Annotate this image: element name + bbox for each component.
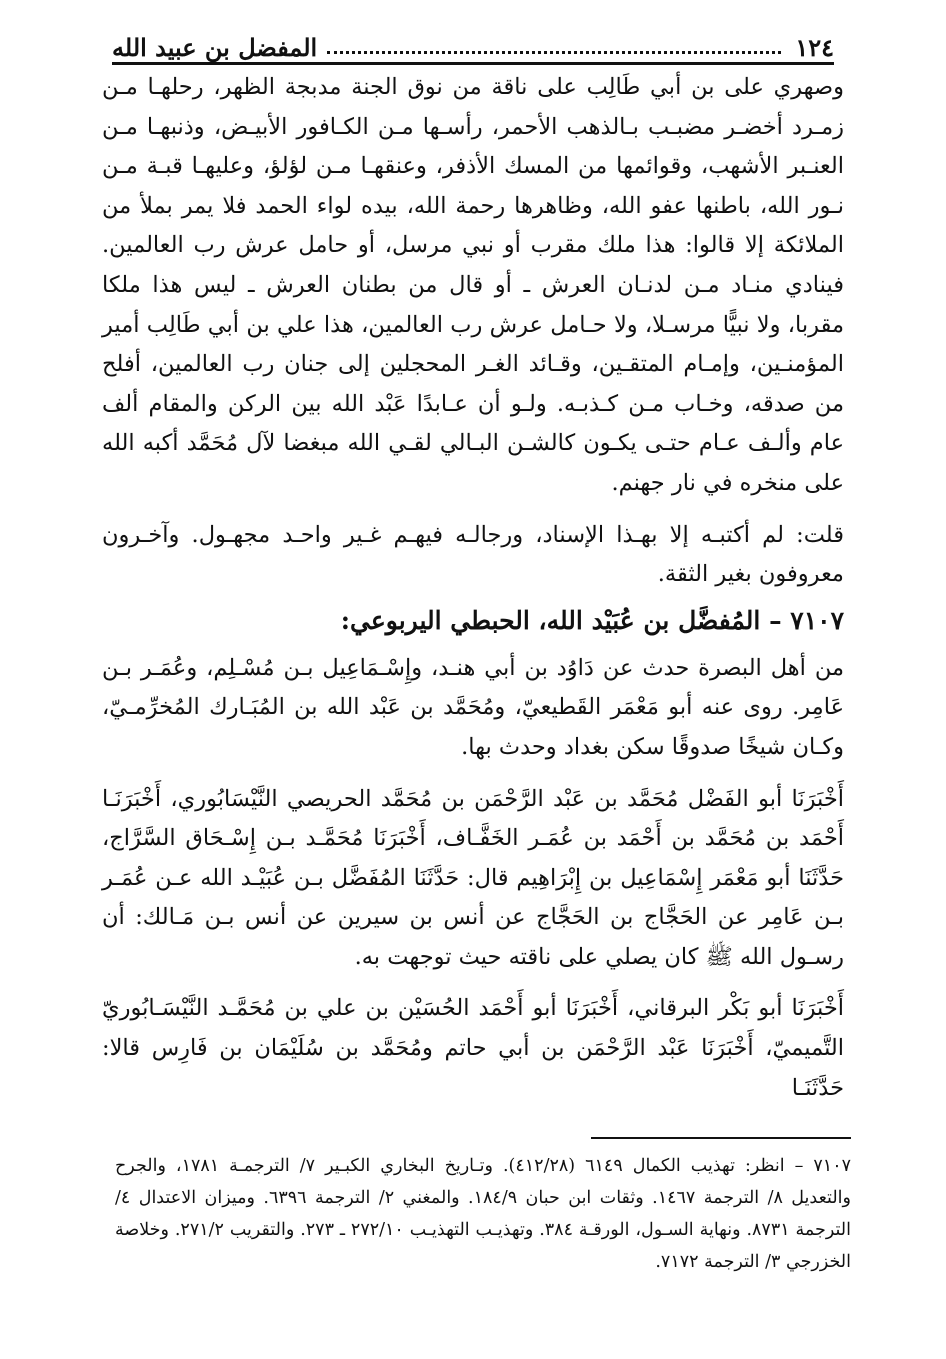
page-header bbox=[112, 22, 834, 65]
paragraph-biography: من أهل البصرة حدث عن دَاوُد بن أبي هنـد، وإِسْـمَاعِيل بـن مُسْـلِم، وعُمَـر بـن عَامِر. روى عنه أبو مَعْمَر القَطيعيّ، ومُحَمَّد بن عَبْد الله بن المُبَـارك المُخرِّمـيّ، وكـان شيخًا صدوقًا سكن بغداد وحدث بها. bbox=[102, 654, 844, 760]
entry-heading: ٧١٠٧ – المُفضَّل بن عُبَيْد الله، الحبطي اليربوعي: bbox=[340, 605, 844, 635]
running-title: المفضل بن عبيد الله bbox=[112, 33, 318, 62]
footnotes bbox=[115, 1150, 851, 1278]
paragraph-isnad-2: أَخْبَرَنَا أبو بَكْر البرقاني، أَخْبَرَنَا أبو أَحْمَد الحُسَيْن بن علي بن مُحَمَّـد النَّيْسَـابُوريّ التَّميميّ، أَخْبَرَنَا عَبْد الرَّحْمَن بن أبي حاتم ومُحَمَّد بن سُلَيْمَان بن فَارِس قالا: حَدَّثَنَـا bbox=[102, 995, 844, 1101]
page-number: ١٢٤ bbox=[795, 33, 834, 62]
paragraph-isnad-1: أَخْبَرَنَا أبو الفَضْل مُحَمَّد بن عَبْد الرَّحْمَن بن مُحَمَّد الحريصي النَّيْسَابُوري، أَخْبَرَنَـا أَحْمَد بن مُحَمَّد بن أَحْمَد بن عُمَـر الخَفَّـاف، أَخْبَرَنَا مُحَمَّـد بـن إِسْـحَاق السَّرَّاج، حَدَّثَنَا أبو مَعْمَر إِسْمَاعِيل بن إِبْرَاهِيم قال: حَدَّثَنَا المُفَضَّل بـن عُبَيْـد الله عـن عُمَـر بـن عَامِر عن الحَجَّاج بن الحَجَّاج عن أنس بن سيرين عن أنس بـن مَـالك: أن رسـول الله ﷺ كان يصلي على ناقته حيث توجهت به. bbox=[102, 785, 844, 970]
footnote-rule bbox=[591, 1137, 851, 1139]
footnote-text: ٧١٠٧ – انظر: تهذيب الكمال ٦١٤٩ (٤١٢/٢٨). وتـاريخ البخاري الكبـير ٧/ الترجمـة ١٧٨١، والجرح والتعديل ٨/ الترجمة ١٤٦٧. وثقات ابن حبان ١٨٤/٩. والمغني ٢/ الترجمة ٦٣٩٦. وميزان الاعتدال ٤/ الترجمة ٨٧٣١. ونهاية السـول، الورقـة ٣٨٤. وتهذيـب التهذيـب ٢٧٢/١٠ ـ ٢٧٣. والتقريب ٢٧١/٢. وخلاصة الخزرجي ٣/ الترجمة ٧١٧٢. bbox=[115, 1156, 851, 1272]
main-text bbox=[102, 68, 844, 1108]
paragraph-comment: قلت: لم أكتبـه إلا بهـذا الإسناد، ورجالـه فيهـم غـير واحـد مجهـول. وآخـرون معروفون بغير الثقة. bbox=[102, 521, 844, 588]
paragraph-narration: وصهري على بن أبي طَالِب على ناقة من نوق الجنة مدبجة الظهر، رحلهـا مـن زمـرد أخضـر مضبـب بـالذهب الأحمر، رأسـها مـن الكـافور الأبيـض، وذنبهـا مـن العنـبر الأشهب، وقوائمها من المسك الأذفر، وعنقهـا مـن لؤلؤ، وعليهـا قبـة مـن نـور الله، باطنها عفو الله، وظاهرها رحمة الله، بيده لواء الحمد فلا يمر بملأ من الملائكة إلا قالوا: هذا ملك مقرب أو نبي مرسل، أو حامل عرش رب العالمين. فينادي منـاد مـن لدنـان العرش ـ أو قال من بطنان العرش ـ ليس هذا ملكا مقربا، ولا نبيًّا مرسـلا، ولا حـامل عرش رب العالمين، هذا علي بن أبي طَالِب أمير المؤمنـين، وإمـام المتقـين، وقـائد الغـر المحجلين إلى جنان رب العالمين، أفلح من صدقه، وخـاب مـن كـذبـه. ولـو أن عـابدًا عَبْد الله بين الركن والمقام ألف عام وألـف عـام حتـى يكـون كالشـن البـالي لقـي الله مبغضا لآل مُحَمَّد أكبه الله على منخره في نار جهنم. bbox=[102, 74, 844, 496]
header-dot-leader bbox=[327, 51, 781, 54]
